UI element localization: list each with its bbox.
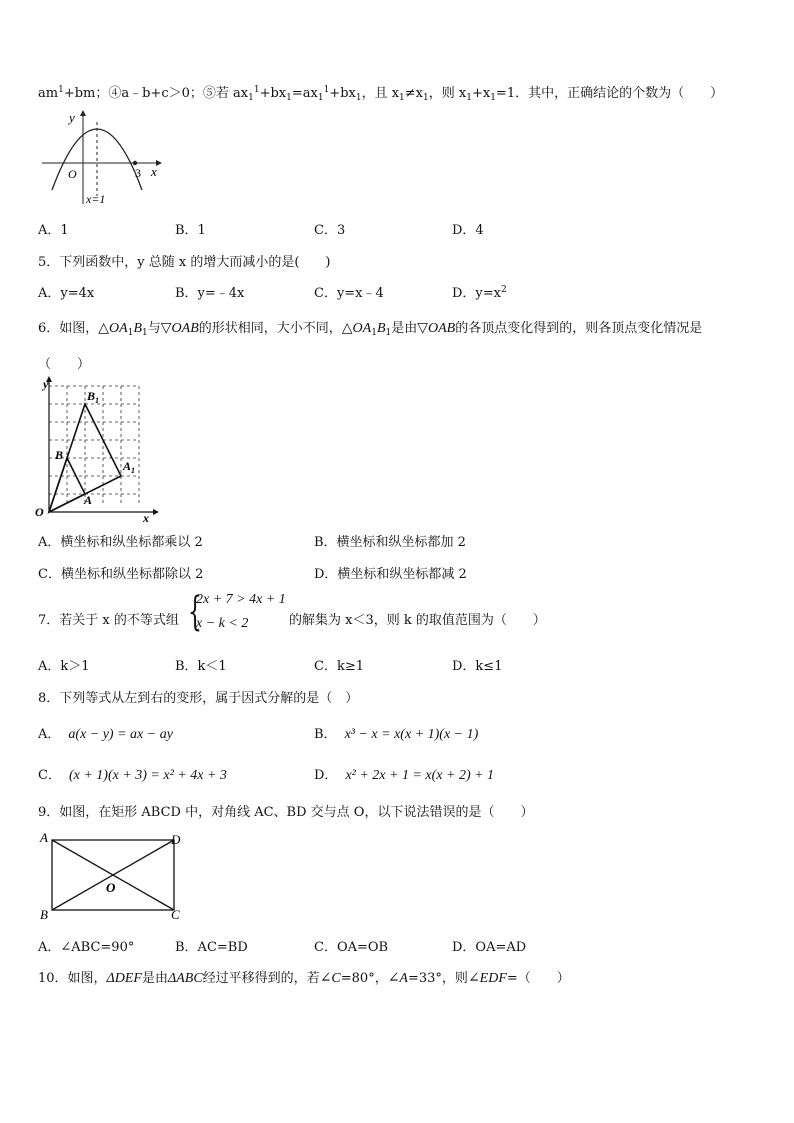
q5-option-c[interactable]: C．y=x﹣4 xyxy=(314,286,384,301)
q4-option-c[interactable]: C．3 xyxy=(314,223,346,238)
q7-option-c[interactable]: C．k≥1 xyxy=(314,659,364,674)
q4-parabola-figure xyxy=(38,108,168,208)
q9-rectangle-figure xyxy=(36,828,188,924)
q5-option-b[interactable]: B．y=﹣4x xyxy=(175,286,245,301)
q7-inequality-system xyxy=(188,589,288,640)
q10-stem: 10．如图，ΔDEF是由ΔABC经过平移得到的，若∠C=80°，∠A=33°，则∠EDF=（ ） xyxy=(38,971,570,986)
q6-option-b[interactable]: B．横坐标和纵坐标都加 2 xyxy=(314,535,466,550)
q4-option-a[interactable]: A．1 xyxy=(38,223,69,238)
q6-option-c[interactable]: C．横坐标和纵坐标都除以 2 xyxy=(38,567,204,582)
q9-option-a[interactable]: A．∠ABC=90° xyxy=(38,940,135,955)
q5-option-d[interactable]: D．$y=x^2$ xyxy=(452,285,507,301)
b-label: B xyxy=(55,448,64,462)
q6-option-a[interactable]: A．横坐标和纵坐标都乘以 2 xyxy=(38,535,203,550)
origin-label: O xyxy=(68,167,77,181)
q4-option-d[interactable]: D．4 xyxy=(452,223,484,238)
y-label: y xyxy=(43,377,49,391)
q6-stem: 6．如图，$\triangle OA_1B_1$与▽OAB的形状相同，大小不同，$\triangle OA_1B_1$是由▽OAB的各顶点变化得到的，则各顶点变化情况是 xyxy=(38,321,703,338)
inequality-1: 2x + 7 > 4x + 1 xyxy=(196,592,286,607)
root-point xyxy=(133,161,137,165)
q6-grid-figure xyxy=(35,376,165,522)
q6-stem-bracket: （ ） xyxy=(38,357,91,372)
label-o: O xyxy=(106,880,116,895)
q8-option-a[interactable]: A． a(x − y) = ax − ay xyxy=(38,727,173,742)
axis-eq-label: x=1 xyxy=(86,192,106,206)
brace-icon: { xyxy=(188,589,202,635)
grid-lines xyxy=(49,386,139,506)
q4-option-b[interactable]: B．1 xyxy=(175,223,206,238)
a1-label: $A_1$ xyxy=(123,459,136,475)
b1-label: $B_1$ xyxy=(87,389,100,405)
inequality-2: x − k < 2 xyxy=(196,616,249,631)
q9-option-c[interactable]: C．OA=OB xyxy=(314,940,389,955)
q9-stem: 9．如图，在矩形 ABCD 中，对角线 AC、BD 交与点 O，以下说法错误的是（ ） xyxy=(38,805,534,820)
label-b: B xyxy=(40,907,48,922)
q5-stem: 5．下列函数中，y 总随 x 的增大而减小的是( ) xyxy=(38,255,331,270)
q7-option-a[interactable]: A．k＞1 xyxy=(38,659,90,674)
x-label: x xyxy=(151,164,157,179)
y-label: y xyxy=(69,110,75,125)
q7-option-b[interactable]: B．k＜1 xyxy=(175,659,227,674)
q9-option-b[interactable]: B．AC=BD xyxy=(175,940,248,955)
q5-option-a[interactable]: A．y=4x xyxy=(38,286,95,301)
x-label: x xyxy=(143,511,149,522)
label-a: A xyxy=(40,830,48,845)
q8-stem: 8．下列等式从左到右的变形，属于因式分解的是（ ） xyxy=(38,691,359,706)
q8-option-d[interactable]: D． x² + 2x + 1 = x(x + 2) + 1 xyxy=(314,768,495,783)
q8-option-b[interactable]: B． x³ − x = x(x + 1)(x − 1) xyxy=(314,727,479,742)
q7-option-d[interactable]: D．k≤1 xyxy=(452,659,503,674)
o-label: O xyxy=(35,505,44,519)
q8-option-c[interactable]: C． (x + 1)(x + 3) = x² + 4x + 3 xyxy=(38,768,227,783)
q6-option-d[interactable]: D．横坐标和纵坐标都减 2 xyxy=(314,567,467,582)
q7-stem-b: 的解集为 x＜3，则 k 的取值范围为（ ） xyxy=(289,613,546,628)
q9-option-d[interactable]: D．OA=AD xyxy=(452,940,527,955)
q7-stem-a: 7．若关于 x 的不等式组 xyxy=(38,613,179,628)
a-label: A xyxy=(84,493,93,507)
label-d: D xyxy=(171,832,181,847)
label-c: C xyxy=(171,907,180,922)
three-label: 3 xyxy=(135,166,141,180)
q4-stem-line: $am^1+bm$；④a﹣b+c＞0；⑤若 $ax_1^1+bx_1=ax_1^1+bx_1$，且 $x_1\ne x_1$，则 $x_1+x_1=1$．其中，正确结论的个数为（ ） xyxy=(38,85,724,103)
